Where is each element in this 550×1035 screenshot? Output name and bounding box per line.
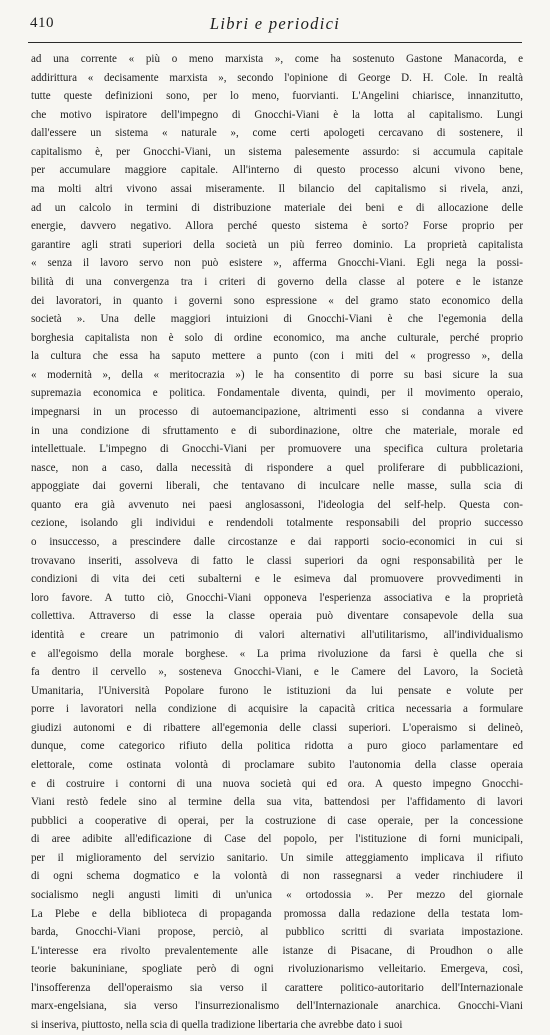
text-line: marx-engelsiana, sia verso l'insurrezionalismo dell'Internazionale anarchica. Gnocchi-Viani: [31, 1000, 523, 1013]
text-line: giudizi autonomi e di ribattere all'egemonia delle classi superiori. L'operaismo si delineò,: [31, 721, 523, 734]
text-line: porre i lavoratori nella condizione di acquisire la capacità critica necessaria a formulare: [31, 703, 523, 716]
text-line: che motivo ispiratore dell'impegno di Gnocchi-Viani è la lotta al capitalismo. Lungi: [31, 108, 523, 121]
text-line: l'insofferenza dell'operaismo sia verso il carattere politico-autoritario dell'Internazionale: [31, 981, 523, 994]
text-line: garantire agli strati superiori della società un più ferreo dominio. La proprietà capitalista: [31, 238, 523, 251]
text-line: « senza il lavoro servo non può esistere », afferma Gnocchi-Viani. Egli nega la possi-: [31, 257, 523, 270]
text-line: società ». Una delle maggiori intuizioni di Gnocchi-Viani è che l'egemonia della: [31, 313, 523, 326]
text-line: ad una corrente « più o meno marxista », come ha sostenuto Gastone Manacorda, e: [31, 53, 523, 65]
body-text: [31, 50, 523, 1035]
text-line: teorie bakuniniane, spogliate però di ogni rivoluzionarismo velleitario. Emergeva, così,: [31, 963, 523, 976]
text-line: dall'essere un sistema « naturale », come certi apologeti cercavano di sostenere, il: [31, 127, 523, 140]
page-number: 410: [30, 15, 54, 31]
text-line: di ogni schema dogmatico e la volontà di non rassegnarsi a veder rinchiudere il: [31, 870, 523, 883]
text-line: condizioni di vita dei ceti subalterni e le esimeva dal promuovere provvedimenti in: [31, 573, 523, 586]
text-line: capitalismo è, per Gnocchi-Viani, un sistema palesemente assurdo: si accumula capitale: [31, 145, 523, 158]
text-line: supremazia economica e politica. Fondamentale diventa, quindi, per il movimento operaio,: [31, 387, 523, 400]
text-line: nasce, non a caso, dalla necessità di rispondere a quel proliferare di pubblicazioni,: [31, 461, 523, 474]
text-line: cezione, isolando gli individui e rendendoli totalmente responsabili del proprio successo: [31, 517, 523, 530]
text-line: loro favore. A tutto ciò, Gnocchi-Viani opponeva l'esperienza associativa e la proprietà: [31, 591, 523, 604]
text-line: impegnarsi in un processo di autoemancipazione, altrimenti esso si condanna a vivere: [31, 405, 523, 418]
text-line: fa dentro il cervello », sosteneva Gnocchi-Viani, e le Camere del Lavoro, la Società: [31, 666, 523, 679]
text-line: Umanitaria, l'Università Popolare furono le istituzioni da lui pensate e volute per: [31, 684, 523, 697]
text-line: L'interesse era rivolto prevalentemente alle istanze di Pisacane, di Proudhon o alle: [31, 944, 523, 957]
text-line: La Plebe e della biblioteca di propaganda promossa dalla redazione della testata lom-: [31, 907, 523, 920]
header-rule: [28, 42, 522, 43]
text-line: socialismo negli angusti limiti di un'unica « ortodossia ». Per mezzo del giornale: [31, 889, 523, 902]
text-line: collettiva. Attraverso di esse la classe operaia può diventare consapevole della sua: [31, 610, 523, 623]
text-line: identità e creare un patrimonio di valori alternativi all'utilitarismo, all'individualismo: [31, 628, 523, 641]
text-line: per accumulare maggiore capitale. All'interno di questo processo alcuni vivono bene,: [31, 164, 523, 177]
text-line: appoggiate dai governi liberali, che tentavano di inculcare nelle masse, sulla scia di: [31, 480, 523, 493]
text-line: dei lavoratori, in quanto i governi sono espressione « del gramo stato economico della: [31, 294, 523, 307]
text-line: addirittura « decisamente marxista », secondo l'opinione di George D. H. Cole. In realtà: [31, 71, 523, 84]
text-line: barda, Gnocchi-Viani propose, perciò, al pubblico scritti di svariata impostazione.: [31, 926, 523, 939]
text-line: ad un calcolo in termini di distribuzione materiale dei beni e di allocazione delle: [31, 201, 523, 214]
text-line: si inseriva, piuttosto, nella scia di quella tradizione libertaria che avrebbe dato i suoi: [31, 1019, 403, 1032]
text-line: e di costruire i contorni di una nuova società qui ed ora. A questo impegno Gnocchi-: [31, 777, 523, 790]
text-line: borghesia capitalista non è solo di ordine economico, ma anche culturale, perché proprio: [31, 331, 523, 344]
text-line: trovavano inseriti, assolveva di fatto le classi superiori da ogni responsabilità per le: [31, 554, 523, 567]
running-title: Libri e periodici: [209, 14, 341, 33]
text-line: ma molti altri vivono assai miseramente. Il bilancio del capitalismo si rivela, anzi,: [31, 183, 523, 196]
text-line: in una condizione di sfruttamento e di subordinazione, oltre che materiale, morale ed: [31, 424, 523, 437]
text-line: la cultura che essa ha saputo mettere a punto (con i miti del « progresso », della: [31, 350, 523, 363]
text-line: Viani restò fedele sino al termine della sua vita, battendosi per l'affidamento di lavori: [31, 796, 523, 809]
text-line: o insuccesso, a prescindere dalle circostanze e dai rapporti socio-economici in cui si: [31, 536, 523, 549]
text-line: tutte queste definizioni sono, per lo meno, fuorvianti. L'Angelini chiarisce, innanzitutto,: [31, 90, 523, 103]
text-line: di aree adibite all'edificazione di Case del popolo, per l'istituzione di forni municipali,: [31, 833, 523, 846]
text-line: intellettuale. L'impegno di Gnocchi-Viani per promuovere una specifica cultura proletaria: [31, 443, 523, 456]
text-line: energie, davvero negativo. Allora perché questo sistema è sorto? Forse proprio per: [31, 220, 523, 233]
text-line: « modernità », della « meritocrazia ») le ha consentito di porre su basi sicure la sua: [31, 368, 523, 381]
page-header: [0, 0, 550, 48]
text-line: quanto era già avvenuto nei paesi anglosassoni, l'ideologia del self-help. Questa con-: [31, 498, 523, 511]
text-line: bilità di una convergenza tra i criteri di governo della classe al potere e le istanze: [31, 275, 523, 288]
text-line: per il miglioramento del servizio sanitario. Un simile atteggiamento implicava il rifiuto: [31, 851, 523, 864]
text-line: elettorale, come ostinata volontà di proclamare subito l'autonomia della classe operaia: [31, 758, 523, 771]
text-line: pubblici a cooperative di operai, per la costruzione di case operaie, per la concessione: [31, 814, 523, 827]
text-line: e all'egoismo della morale borghese. « La prima rivoluzione da farsi è quella che si: [31, 647, 523, 660]
text-line: dunque, come categorico rifiuto della politica ridotta a puro gioco parlamentare ed: [31, 740, 523, 753]
